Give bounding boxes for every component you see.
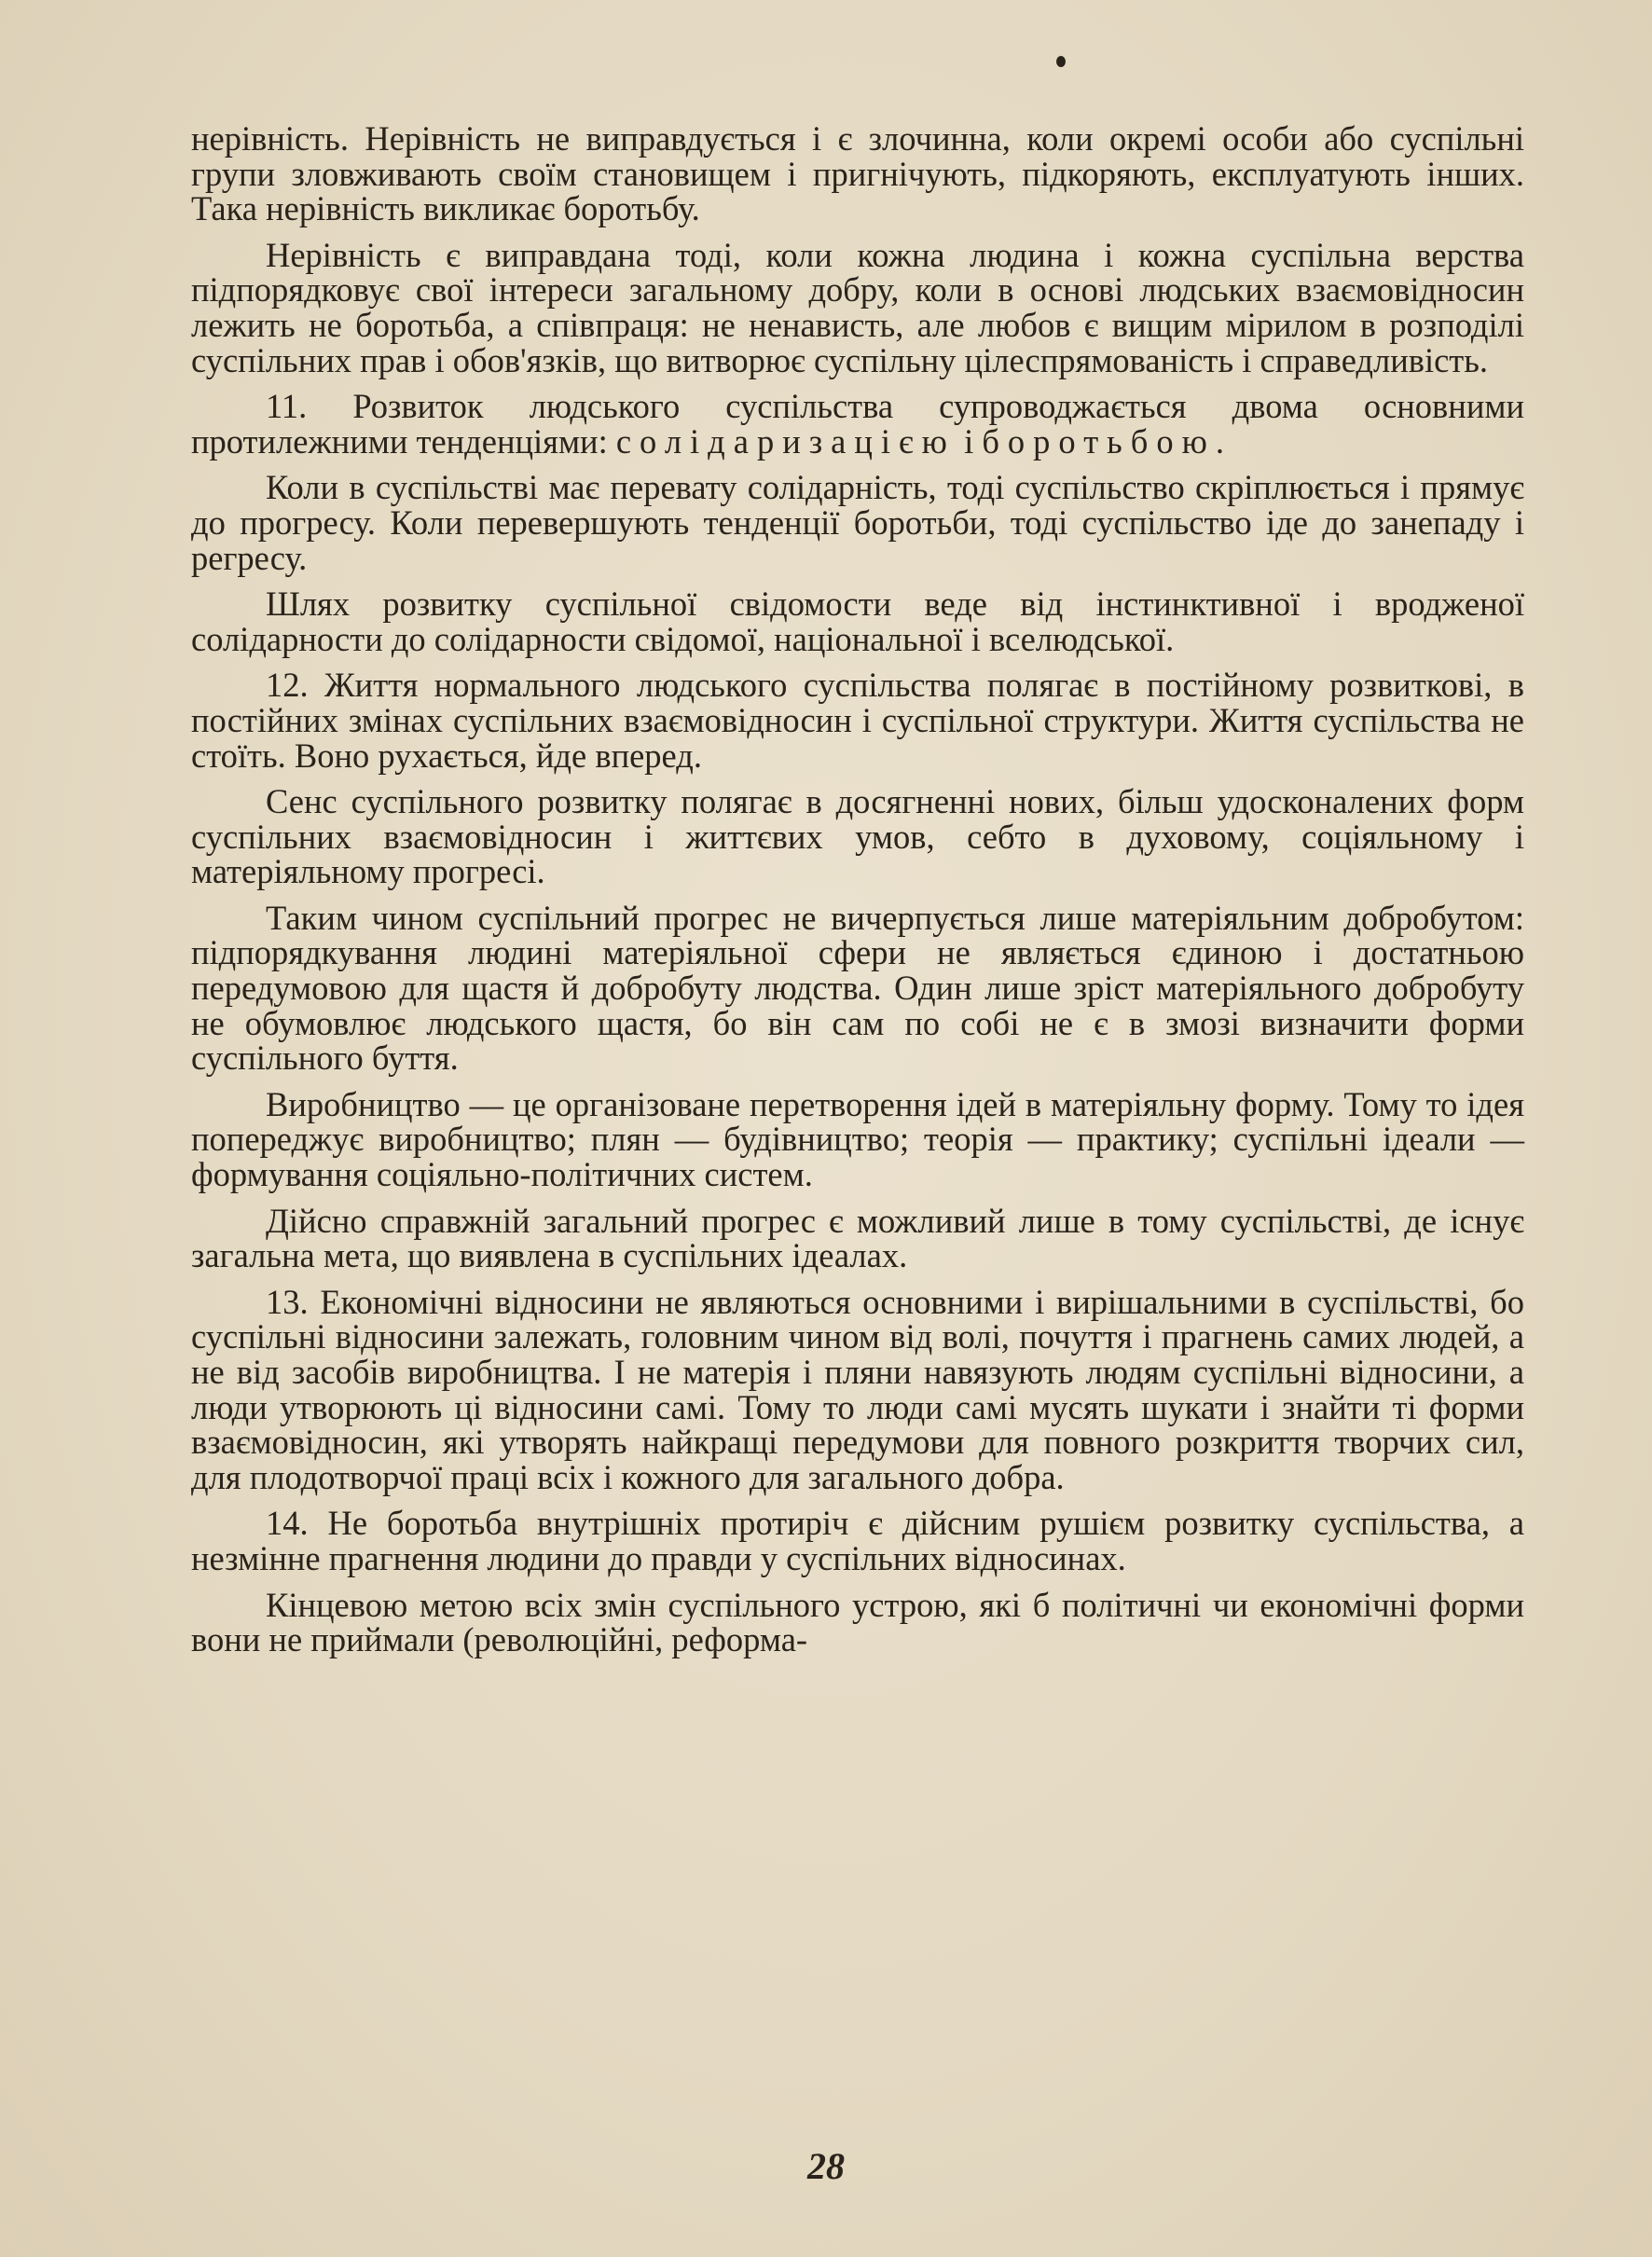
emphasis-spaced: боротьбою. (982, 421, 1233, 461)
paragraph-section-12: 12. Життя нормального людського суспільства полягає в постійному розвиткові, в постійних змінах суспільних взаємовідносин і суспільної структури. Життя суспільства не стоїть. Воно рухається, йде вперед. (191, 666, 1524, 775)
conjunction-text: і (964, 421, 974, 461)
paragraph: Кінцевою метою всіх змін суспільного устрою, які б політичні чи економічні форми вони не приймали (революційні, реформа- (191, 1585, 1524, 1659)
ink-speck (1056, 56, 1066, 67)
body-text (191, 121, 1524, 1669)
paragraph-section-13: 13. Економічні відносини не являються основними і вирішальними в суспільстві, бо суспільні відносини залежать, головним чином від волі, почуття і прагнень самих людей, а не від засобів виробництва. І не матерія і пляни навязують людям суспільні відносини, а люди утворюють ці відносини самі. Тому то люди самі мусять шукати і знайти ті форми взаємовідносин, які утворять найкращі передумови для повного розкриття творчих сил, для плодотворчої праці всіх і кожного для загального добра. (191, 1282, 1524, 1496)
paragraph: Шлях розвитку суспільної свідомости веде від інстинктивної і вродженої солідарности до солідарности свідомої, національної і вселюдської. (191, 585, 1524, 658)
paragraph: Виробництво — це організоване перетворення ідей в матеріяльну форму. Тому то ідея попереджує виробництво; плян — будівництво; теорія — практику; суспільні ідеали — формування соціяльно-політичних систем. (191, 1084, 1524, 1194)
paragraph: Дійсно справжній загальний прогрес є можливий лише в тому суспільстві, де існує загальна мета, що виявлена в суспільних ідеалах. (191, 1201, 1524, 1275)
paragraph-text: 11. Розвиток людського суспільства супроводжається двома основними протилежними тенденціями: (191, 387, 1524, 461)
paragraph: Коли в суспільстві має перевату солідарність, тоді суспільство скріплюється і прямує до прогресу. Коли перевершують тенденції боротьби, тоді суспільство іде до занепаду і регресу. (191, 468, 1524, 577)
page-number: 28 (807, 2145, 845, 2187)
emphasis-spaced: солідаризацією (615, 421, 956, 461)
paragraph: Сенс суспільного розвитку полягає в досягненні нових, більш удосконалених форм суспільних взаємовідносин і життєвих умов, себто в духовому, соціяльному і матеріяльному прогресі. (191, 782, 1524, 891)
paragraph-section-11 (191, 389, 1524, 459)
paragraph: Нерівність є виправдана тоді, коли кожна людина і кожна суспільна верства підпорядковує свої інтереси загальному добру, коли в основі людських взаємовідносин лежить не боротьба, а співпраця: не ненависть, але любов є вищим мірилом в розподілі суспільних прав і обов'язків, що витворює суспільну цілеспрямованість і справедливість. (191, 235, 1524, 379)
paragraph-section-14: 14. Не боротьба внутрішніх протиріч є дійсним рушієм розвитку суспільства, а незмінне прагнення людини до правди у суспільних відносинах. (191, 1504, 1524, 1577)
paragraph: Таким чином суспільний прогрес не вичерпується лише матеріяльним добробутом: підпорядкування людині матеріяльної сфери не являється єдиною і достатньою передумовою для щастя й добробуту людства. Один лише зріст матеріяльного добробуту не обумовлює людського щастя, бо він сам по собі не є в змозі визначити форми суспільного буття. (191, 898, 1524, 1078)
paragraph: нерівність. Нерівність не виправдується і є злочинна, коли окремі особи або суспільні групи зловживають своїм становищем і пригнічують, підкоряють, експлуатують інших. Така нерівність викликає боротьбу. (191, 119, 1524, 228)
